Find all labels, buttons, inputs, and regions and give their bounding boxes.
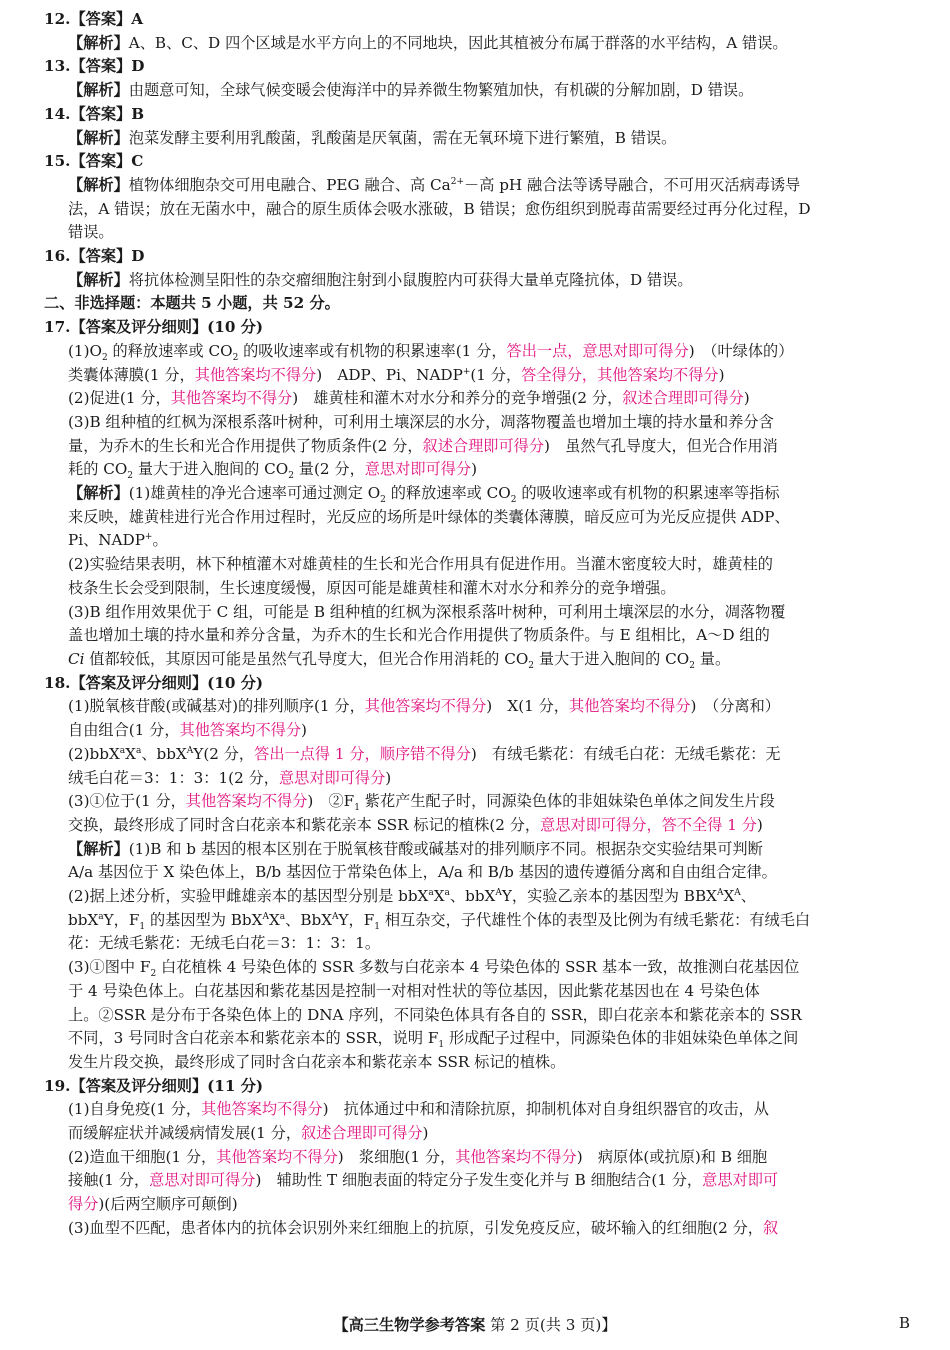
scoring-note: 叙述合理即可得分: [622, 389, 744, 408]
footer-version: B: [898, 1314, 910, 1332]
answer-tag: 【答案】: [70, 57, 132, 76]
text-run: 17.: [44, 318, 71, 337]
answer-line: [44, 885, 912, 909]
answer-line: [44, 529, 912, 553]
answer-tag: 【答案】: [70, 152, 132, 171]
text-run: ) ADP、Pi、NADP: [316, 365, 463, 384]
text-run: 2: [150, 969, 157, 980]
text-run: ): [422, 1124, 429, 1143]
text-run: Pi、NADP: [68, 531, 145, 550]
text-run: Y，F: [103, 910, 140, 929]
answer-page: [44, 8, 912, 1241]
section-heading: [44, 292, 912, 316]
text-run: 交换，最终形成了同时含白花亲本和紫花亲本 SSR 标记的植株(2 分，: [68, 815, 541, 834]
text-run: 1: [139, 921, 146, 932]
text-run: (3)①图中 F: [68, 958, 151, 977]
text-run: 相互杂交，子代雄性个体的表型及比例为有绒毛紫花：有绒毛白: [380, 910, 811, 929]
text-run: 自由组合(1 分，: [68, 721, 180, 740]
text-run: 15.: [44, 152, 71, 171]
text-run: 由题意可知，全球气候变暖会使海洋中的异养微生物繁殖加快，有机碳的分解加剧，D 错误。: [128, 81, 754, 100]
scoring-note: 意思对即可得分: [364, 460, 472, 479]
text-run: (1)脱氧核苷酸(或碱基对)的排列顺序(1 分，: [68, 697, 365, 716]
text-run: a: [98, 911, 104, 922]
answer-line: [44, 364, 912, 388]
text-run: a: [444, 887, 450, 898]
text-run: 1: [354, 803, 360, 814]
answer-tag: 【答案】: [70, 247, 132, 266]
scoring-note: 其他答案均不得分: [194, 365, 317, 384]
answer-line: [44, 956, 912, 980]
scoring-note: 意思对即可得分，答不全得 1 分: [540, 815, 757, 834]
answer-line: [44, 861, 912, 885]
answer-line: [44, 814, 912, 838]
text-run: ) ②F: [307, 792, 355, 811]
text-run: 、bbX: [449, 887, 496, 906]
text-run: C: [131, 152, 144, 171]
scoring-note: 意思对即可得分: [278, 768, 386, 787]
text-run: A: [186, 745, 194, 756]
text-run: Y(2 分，: [193, 744, 255, 763]
answer-tag: 【解析】: [68, 484, 129, 503]
text-run: 量。: [694, 649, 731, 668]
question-heading: [44, 672, 912, 696]
text-run: 2: [689, 661, 695, 672]
question-heading: [44, 103, 912, 127]
text-run: D: [131, 247, 145, 266]
footer-title: 【高三生物学参考答案: [333, 1316, 486, 1334]
answer-tag: 【解析】: [68, 128, 129, 147]
text-run: A: [716, 887, 724, 898]
scoring-note: 其他答案均不得分: [364, 697, 487, 716]
text-run: bbX: [68, 910, 99, 929]
text-run: 于 4 号染色体上。白花基因和紫花基因是控制一对相对性状的等位基因，因此紫花基因也在 4 号染色体: [68, 981, 760, 1000]
text-run: ): [301, 721, 307, 740]
answer-tag: 【解析】: [68, 839, 129, 858]
answer-line: [44, 790, 912, 814]
text-run: A: [495, 887, 502, 898]
text-run: ) 雄黄桂和灌木对水分和养分的竞争增强(2 分，: [292, 389, 623, 408]
text-run: ) （分离和）: [690, 697, 780, 716]
text-run: ) 辅助性 T 细胞表面的特定分子发生变化并与 B 细胞结合(1 分，: [255, 1171, 703, 1190]
question-heading: [44, 150, 912, 174]
answer-line: [44, 695, 912, 719]
answer-line: [44, 79, 912, 103]
text-run: 紫花产生配子时，同源染色体的非姐妹染色单体之间发生片段: [359, 792, 775, 811]
text-run: 的吸收速率或有机物的积累速率等指标: [516, 484, 780, 503]
text-run: 的释放速率或 CO: [385, 484, 511, 503]
text-run: ) 抗体通过中和和清除抗原，抑制机体对自身组织器官的攻击，从: [322, 1100, 769, 1119]
scoring-note: 叙述合理即可得分: [301, 1124, 423, 1143]
text-run: 2: [101, 352, 108, 363]
answer-line: [44, 1193, 912, 1217]
text-run: 13.: [44, 57, 71, 76]
answer-line: [44, 838, 912, 862]
text-run: ) 有绒毛紫花：有绒毛白花：无绒毛紫花：无: [470, 744, 781, 763]
scoring-note: 叙述合理即可得分: [422, 436, 545, 455]
text-run: 白花植株 4 号染色体的 SSR 多数与白花亲本 4 号染色体的 SSR 基本一致，故推测白花基因位: [156, 958, 800, 977]
answer-line: [44, 269, 912, 293]
footer-page-number: 第 2 页(共 3 页)】: [490, 1316, 617, 1334]
text-run: 法，A 错误；放在无菌水中，融合的原生质体会吸水涨破，B 错误；愈伤组织到脱毒苗需要经过再分化过程，D: [68, 199, 811, 218]
answer-line: [44, 719, 912, 743]
answer-line: [44, 1217, 912, 1241]
text-run: 、: [740, 887, 756, 906]
text-run: a: [279, 911, 286, 922]
text-run: 不同，3 号同时含白花亲本和紫花亲本的 SSR，说明 F: [68, 1029, 439, 1048]
text-run: +: [144, 532, 153, 543]
text-run: ) 浆细胞(1 分，: [337, 1147, 456, 1166]
text-run: A: [734, 887, 741, 898]
text-run: (2)实验结果表明，林下种植灌木对雄黄桂的生长和光合作用具有促进作用。当灌木密度较大时，雄黄桂的: [68, 555, 773, 574]
text-run: 形成配子过程中，同源染色体的非姐妹染色单体之间: [444, 1029, 799, 1048]
answer-tag: 【答案】: [70, 10, 132, 28]
answer-line: [44, 387, 912, 411]
text-run: 花：无绒毛紫花：无绒毛白花＝3：1：3：1。: [68, 934, 381, 953]
text-run: (2)造血干细胞(1 分，: [68, 1147, 217, 1166]
text-run: (10 分): [207, 318, 264, 337]
text-run: 二、非选择题：本题共 5 小题，共 52 分。: [44, 294, 340, 313]
text-run: a: [119, 745, 126, 756]
scoring-note: 答出一点，意思对即可得分: [506, 341, 689, 360]
text-run: 盖也增加土壤的持水量和养分含量，为乔木的生长和光合作用提供了物质条件。与 E 组相比，A～D 组的: [68, 626, 770, 645]
text-run: (10 分): [207, 673, 264, 692]
scoring-note: 其他答案均不得分: [455, 1147, 577, 1166]
text-run: 2: [380, 495, 386, 506]
answer-line: [44, 743, 912, 767]
question-heading: [44, 8, 912, 32]
text-run: ): [756, 815, 763, 834]
text-run: (2)促进(1 分，: [68, 389, 171, 408]
text-run: Y，F: [338, 910, 375, 929]
text-run: A: [262, 911, 269, 922]
text-run: (1 分，: [470, 365, 522, 384]
text-run: )(后两空顺序可颠倒): [98, 1195, 238, 1214]
text-run: ) 虽然气孔导度大，但光合作用消: [544, 436, 778, 455]
text-run: 2+: [450, 176, 464, 187]
text-run: 12.: [44, 10, 71, 28]
scoring-note: 其他答案均不得分: [170, 389, 293, 408]
text-run: 绒毛白花＝3：1：3：1(2 分，: [68, 768, 279, 787]
text-run: ) X(1 分，: [486, 697, 569, 716]
text-run: 、bbX: [141, 744, 187, 763]
text-run: +: [462, 366, 471, 377]
text-run: ) 病原体(或抗原)和 B 细胞: [576, 1147, 768, 1166]
answer-line: [44, 553, 912, 577]
answer-line: [44, 411, 912, 435]
text-run: 。: [152, 531, 168, 550]
scoring-note: 意思对即可: [702, 1171, 779, 1190]
text-run: 的吸收速率或有机物的积累速率(1 分，: [238, 341, 507, 360]
answer-tag: 【解析】: [68, 33, 129, 52]
answer-line: [44, 1051, 912, 1075]
question-heading: [44, 316, 912, 340]
question-heading: [44, 245, 912, 269]
page-footer: [0, 1314, 950, 1335]
answer-line: [44, 174, 912, 198]
text-run: 来反映，雄黄桂进行光合作用过程时，光反应的场所是叶绿体的类囊体薄膜，暗反应可为光反应提供 ADP、: [68, 507, 790, 526]
text-run: A: [332, 911, 339, 922]
text-run: 值都较低，其原因可能是虽然气孔导度大，但光合作用消耗的 CO: [84, 649, 529, 668]
text-run: 上。②SSR 是分布于各染色体上的 DNA 序列，不同染色体具有各自的 SSR，即白花亲本和紫花亲本的 SSR: [68, 1005, 802, 1024]
answer-line: [44, 435, 912, 459]
text-run: A、B、C、D 四个区域是水平方向上的不同地块，因此其植被分布属于群落的水平结构，A 错误。: [128, 33, 788, 52]
text-run: 的释放速率或 CO: [107, 341, 233, 360]
text-run: ): [385, 768, 392, 787]
text-run: 1: [374, 921, 381, 932]
text-run: 2: [528, 661, 535, 672]
answer-line: [44, 1004, 912, 1028]
answer-tag: 【答案及评分细则】: [70, 673, 208, 692]
scoring-note: 其他答案均不得分: [201, 1100, 323, 1119]
scoring-note: 叙: [763, 1218, 779, 1237]
text-run: ): [718, 365, 725, 384]
answer-line: [44, 127, 912, 151]
text-run: (2)bbX: [68, 744, 120, 763]
answer-line: [44, 340, 912, 364]
answer-line: [44, 198, 912, 222]
answer-tag: 【答案】: [70, 104, 132, 123]
answer-line: [44, 1169, 912, 1193]
text-run: 植物体细胞杂交可用电融合、PEG 融合、高 Ca: [128, 175, 451, 194]
answer-line: [44, 577, 912, 601]
text-run: X: [268, 910, 280, 929]
scoring-note: 答出一点得 1 分，顺序错不得分: [254, 744, 471, 763]
text-run: 18.: [44, 673, 71, 692]
text-run: Ci: [68, 649, 85, 668]
answer-line: [44, 1122, 912, 1146]
text-run: 量，为乔木的生长和光合作用提供了物质条件(2 分，: [68, 436, 423, 455]
text-run: 量(2 分，: [293, 460, 365, 479]
text-run: (1)O: [68, 341, 102, 360]
text-run: (1)雄黄桂的净光合速率可通过测定 O: [128, 484, 381, 503]
answer-line: [44, 932, 912, 956]
answer-line: [44, 482, 912, 506]
text-run: 19.: [44, 1076, 71, 1095]
answer-line: [44, 648, 912, 672]
text-run: ): [743, 389, 750, 408]
text-run: (11 分): [207, 1076, 264, 1095]
text-run: 、BbX: [285, 910, 333, 929]
scoring-note: 得分: [68, 1195, 99, 1214]
answer-line: [44, 909, 912, 933]
scoring-note: 其他答案均不得分: [216, 1147, 338, 1166]
text-run: (1)B 和 b 基因的根本区别在于脱氧核苷酸或碱基对的排列顺序不同。根据杂交实验结果可判断: [128, 839, 763, 858]
text-run: 2: [288, 471, 294, 482]
text-run: ) （叶绿体的）: [688, 341, 794, 360]
text-run: 1: [438, 1040, 445, 1051]
answer-line: [44, 1098, 912, 1122]
text-run: 量大于进入胞间的 CO: [133, 460, 289, 479]
answer-line: [44, 624, 912, 648]
text-run: 类囊体薄膜(1 分，: [68, 365, 195, 384]
question-heading: [44, 1075, 912, 1099]
scoring-note: 其他答案均不得分: [179, 721, 302, 740]
answer-tag: 【答案及评分细则】: [70, 1076, 208, 1095]
scoring-note: 其他答案均不得分: [185, 792, 308, 811]
text-run: 泡菜发酵主要利用乳酸菌，乳酸菌是厌氧菌，需在无氧环境下进行繁殖，B 错误。: [128, 128, 677, 147]
text-run: (3)血型不匹配，患者体内的抗体会识别外来红细胞上的抗原，引发免疫反应，破坏输入的红细胞(2 分，: [68, 1218, 763, 1237]
text-run: 接触(1 分，: [68, 1171, 150, 1190]
text-run: A: [131, 10, 143, 28]
text-run: a: [428, 887, 434, 898]
text-run: (3)B 组作用效果优于 C 组，可能是 B 组种植的红枫为深根系落叶树种，可利用土壤深层的水分，凋落物覆: [68, 602, 786, 621]
text-run: X: [723, 887, 735, 906]
text-run: 而缓解症状并减缓病情发展(1 分，: [68, 1124, 302, 1143]
answer-line: [44, 458, 912, 482]
answer-line: [44, 506, 912, 530]
question-heading: [44, 55, 912, 79]
text-run: 的基因型为 BbX: [145, 910, 263, 929]
text-run: (2)据上述分析，实验甲雌雄亲本的基因型分别是 bbX: [68, 887, 429, 906]
text-run: B: [131, 104, 145, 123]
answer-line: [44, 1027, 912, 1051]
answer-line: [44, 767, 912, 791]
answer-line: [44, 1146, 912, 1170]
answer-line: [44, 980, 912, 1004]
answer-tag: 【解析】: [68, 175, 129, 194]
text-run: ): [471, 460, 478, 479]
text-run: (3)①位于(1 分，: [68, 792, 186, 811]
text-run: X: [125, 744, 136, 763]
scoring-note: 其他答案均不得分: [569, 697, 691, 716]
text-run: －高 pH 融合法等诱导融合，不可用灭活病毒诱导: [464, 175, 801, 194]
answer-tag: 【答案及评分细则】: [70, 318, 208, 337]
text-run: (1)自身免疫(1 分，: [68, 1100, 202, 1119]
text-run: 发生片段交换，最终形成了同时含白花亲本和紫花亲本 SSR 标记的植株。: [68, 1052, 566, 1071]
text-run: 14.: [44, 104, 71, 123]
text-run: X: [433, 887, 445, 906]
answer-line: [44, 601, 912, 625]
text-run: (3)B 组种植的红枫为深根系落叶树种，可利用土壤深层的水分，凋落物覆盖也增加土壤的持水量和养分含: [68, 412, 774, 431]
text-run: 将抗体检测呈阳性的杂交瘤细胞注射到小鼠腹腔内可获得大量单克隆抗体，D 错误。: [128, 270, 693, 289]
scoring-note: 意思对即可得分: [149, 1171, 256, 1190]
answer-line: [44, 32, 912, 56]
text-run: D: [131, 57, 145, 76]
text-run: 2: [232, 352, 239, 363]
text-run: 错误。: [68, 223, 114, 242]
answer-line: [44, 221, 912, 245]
text-run: Y，实验乙亲本的基因型为 BBX: [501, 887, 717, 906]
text-run: A/a 基因位于 X 染色体上，B/b 基因位于常染色体上，A/a 和 B/b 基因的遗传遵循分离和自由组合定律。: [68, 863, 777, 882]
text-run: 耗的 CO: [68, 460, 128, 479]
text-run: a: [135, 745, 142, 756]
answer-tag: 【解析】: [68, 81, 129, 100]
text-run: 枝条生长会受到限制，生长速度缓慢，原因可能是雄黄桂和灌木对水分和养分的竞争增强。: [68, 578, 676, 597]
text-run: 2: [510, 495, 517, 506]
text-run: 量大于进入胞间的 CO: [534, 649, 690, 668]
text-run: 16.: [44, 247, 71, 266]
text-run: 2: [127, 471, 134, 482]
answer-tag: 【解析】: [68, 270, 129, 289]
scoring-note: 答全得分，其他答案均不得分: [521, 365, 719, 384]
